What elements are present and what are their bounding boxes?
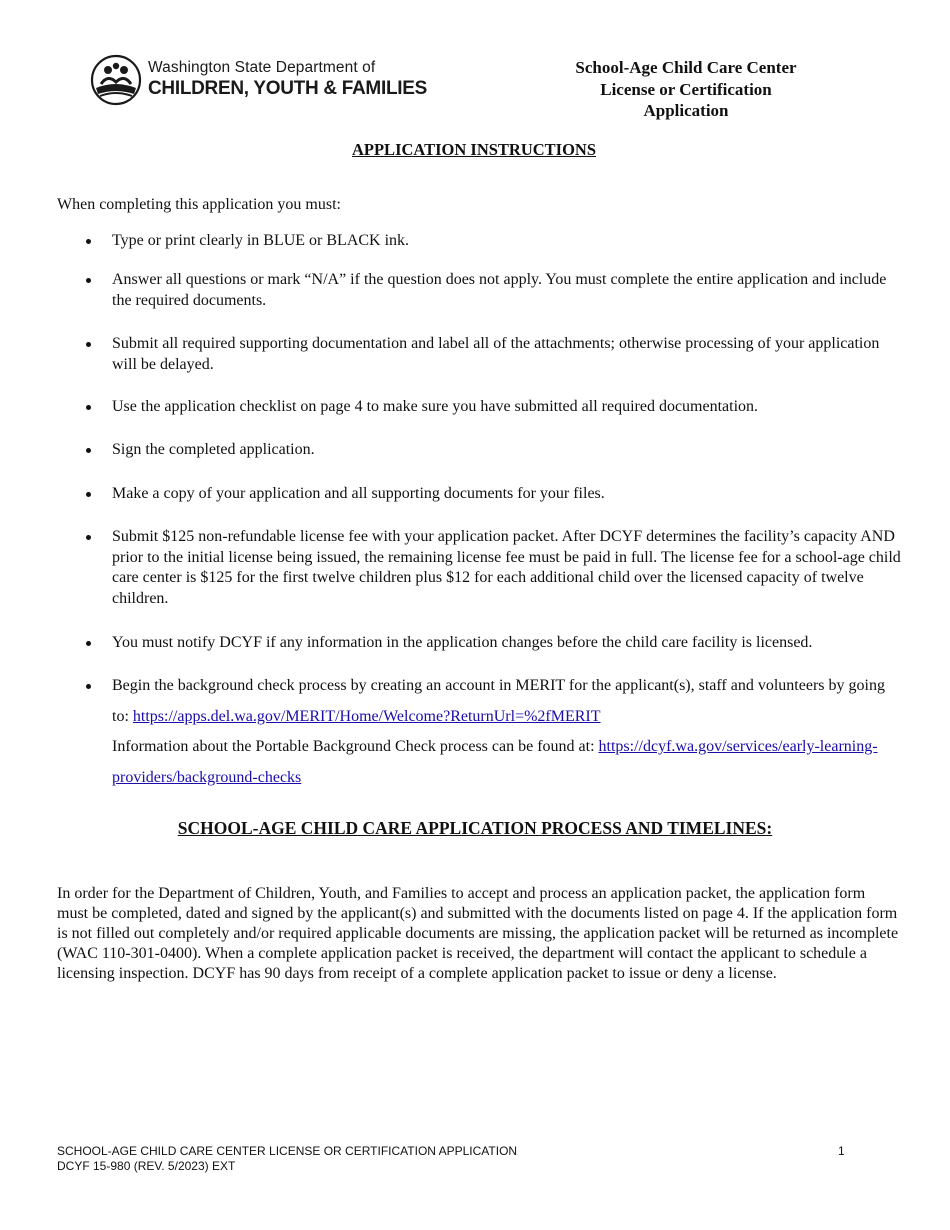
dcyf-logo-icon <box>90 54 142 106</box>
background-check-link[interactable]: https://dcyf.wa.gov/services/early-learning-providers/background-checks <box>112 738 878 786</box>
document-title <box>540 57 832 122</box>
title-line-1: School-Age Child Care Center <box>575 58 797 77</box>
instruction-item: You must notify DCYF if any information in the application changes before the child care facility is licensed. <box>112 633 902 654</box>
instructions-intro: When completing this application you must: <box>57 196 341 213</box>
agency-name-line2: CHILDREN, YOUTH & FAMILIES <box>148 78 427 99</box>
instruction-item: Use the application checklist on page 4 to make sure you have submitted all required documentation. <box>112 397 902 418</box>
process-paragraph: In order for the Department of Children, Youth, and Families to accept and process an application packet, the application form must be completed, dated and signed by the applicant(s) and submitted with the documents listed on page 4. If the application form is not filled out completely and/or required applicable documents are missing, the application packet will be returned as incomplete (WAC 110-301-0400). When a complete application packet is received, the department will contact the applicant to schedule a licensing inspection. DCYF has 90 days from receipt of a complete application packet to issue or deny a license. <box>57 885 899 982</box>
footer-form-number: DCYF 15-980 (REV. 5/2023) EXT <box>57 1159 236 1173</box>
instruction-item: Sign the completed application. <box>112 440 902 461</box>
agency-name-line1: Washington State Department of <box>148 59 376 76</box>
title-line-3: Application <box>643 101 729 120</box>
instruction-item: Type or print clearly in BLUE or BLACK ink. <box>112 231 902 252</box>
footer-form-title: SCHOOL-AGE CHILD CARE CENTER LICENSE OR CERTIFICATION APPLICATION <box>57 1144 518 1158</box>
title-line-2: License or Certification <box>600 79 772 99</box>
instruction-item: Answer all questions or mark “N/A” if the question does not apply. You must complete the entire application and include the required documents. <box>112 270 902 311</box>
instructions-heading: APPLICATION INSTRUCTIONS <box>351 140 597 159</box>
instruction-item: Submit all required supporting documentation and label all of the attachments; otherwise processing of your application will be delayed. <box>112 334 902 375</box>
agency-logo <box>90 54 427 106</box>
merit-instruction-item <box>112 671 902 793</box>
merit-link[interactable]: https://apps.del.wa.gov/MERIT/Home/Welcome?ReturnUrl=%2fMERIT <box>132 707 601 725</box>
instruction-item: Make a copy of your application and all supporting documents for your files. <box>112 484 902 505</box>
page-footer <box>57 1144 517 1174</box>
process-heading: SCHOOL-AGE CHILD CARE APPLICATION PROCESS AND TIMELINES: <box>177 818 773 838</box>
page-number: 1 <box>838 1144 845 1158</box>
instruction-item: Submit $125 non-refundable license fee with your application packet. After DCYF determines the facility’s capacity AND prior to the initial license being issued, the remaining license fee must be paid in full. The license fee for a school-age child care center is $125 for the first twelve children plus $12 for each additional child over the licensed capacity of twelve children. <box>112 527 902 609</box>
merit-text: Begin the background check process by creating an account in MERIT for the applicant(s), staff and volunteers by going to: <box>112 677 885 725</box>
background-check-info-text: Information about the Portable Background Check process can be found at: <box>112 738 595 755</box>
